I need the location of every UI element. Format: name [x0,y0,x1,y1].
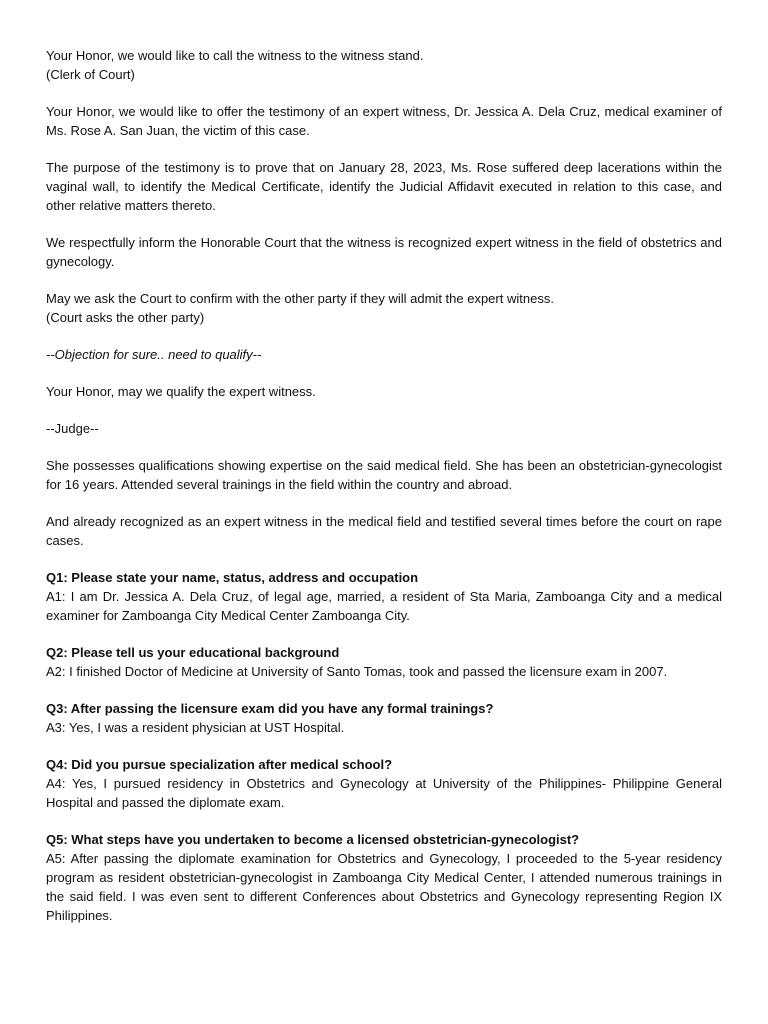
qa-item-1 [46,568,722,625]
answer-3: A3: Yes, I was a resident physician at UST Hospital. [46,720,345,735]
answer-4: A4: Yes, I pursued residency in Obstetrics and Gynecology at University of the Philippines- Philippine General Hospital and passed the diplomate exam. [46,776,722,810]
admit-witness-paragraph [46,289,722,327]
question-1: Q1: Please state your name, status, address and occupation [46,570,419,585]
call-witness-text: Your Honor, we would like to call the witness to the witness stand. [46,48,424,63]
objection-note: --Objection for sure.. need to qualify-- [46,347,262,362]
question-2: Q2: Please tell us your educational background [46,645,340,660]
recognized-paragraph: And already recognized as an expert witness in the medical field and testified several times before the court on rape cases. [46,514,722,548]
question-5: Q5: What steps have you undertaken to become a licensed obstetrician-gynecologist? [46,832,580,847]
clerk-note: (Clerk of Court) [46,67,135,82]
answer-1: A1: I am Dr. Jessica A. Dela Cruz, of legal age, married, a resident of Sta Maria, Zamboanga City and a medical examiner for Zamboanga City Medical Center Zamboanga City. [46,589,722,623]
recognition-paragraph: We respectfully inform the Honorable Court that the witness is recognized expert witness in the field of obstetrics and gynecology. [46,235,722,269]
qa-item-2 [46,643,722,681]
question-3: Q3: After passing the licensure exam did you have any formal trainings? [46,701,494,716]
judge-note: --Judge-- [46,421,99,436]
qa-item-5 [46,830,722,925]
answer-5: A5: After passing the diplomate examination for Obstetrics and Gynecology, I proceeded to the 5-year residency program as resident obstetrician-gynecologist in Zamboanga City Medical Center, I attended numerous trainings in the said field. I was even sent to different Conferences about Obstetrics and Gynecology representing Region IX Philippines. [46,851,722,923]
call-witness-paragraph [46,46,722,84]
qa-item-3 [46,699,722,737]
qa-item-4 [46,755,722,812]
offer-testimony-paragraph: Your Honor, we would like to offer the testimony of an expert witness, Dr. Jessica A. Dela Cruz, medical examiner of Ms. Rose A. San Juan, the victim of this case. [46,104,722,138]
question-4: Q4: Did you pursue specialization after medical school? [46,757,393,772]
qualify-request: Your Honor, may we qualify the expert witness. [46,384,316,399]
court-asks-note: (Court asks the other party) [46,310,205,325]
admit-witness-text: May we ask the Court to confirm with the other party if they will admit the expert witness. [46,291,554,306]
qualifications-paragraph: She possesses qualifications showing expertise on the said medical field. She has been an obstetrician-gynecologist for 16 years. Attended several trainings in the field within the country and abroad. [46,458,722,492]
purpose-paragraph: The purpose of the testimony is to prove that on January 28, 2023, Ms. Rose suffered deep lacerations within the vaginal wall, to identify the Medical Certificate, identify the Judicial Affidavit executed in relation to this case, and other relative matters thereto. [46,160,722,213]
answer-2: A2: I finished Doctor of Medicine at University of Santo Tomas, took and passed the licensure exam in 2007. [46,664,668,679]
